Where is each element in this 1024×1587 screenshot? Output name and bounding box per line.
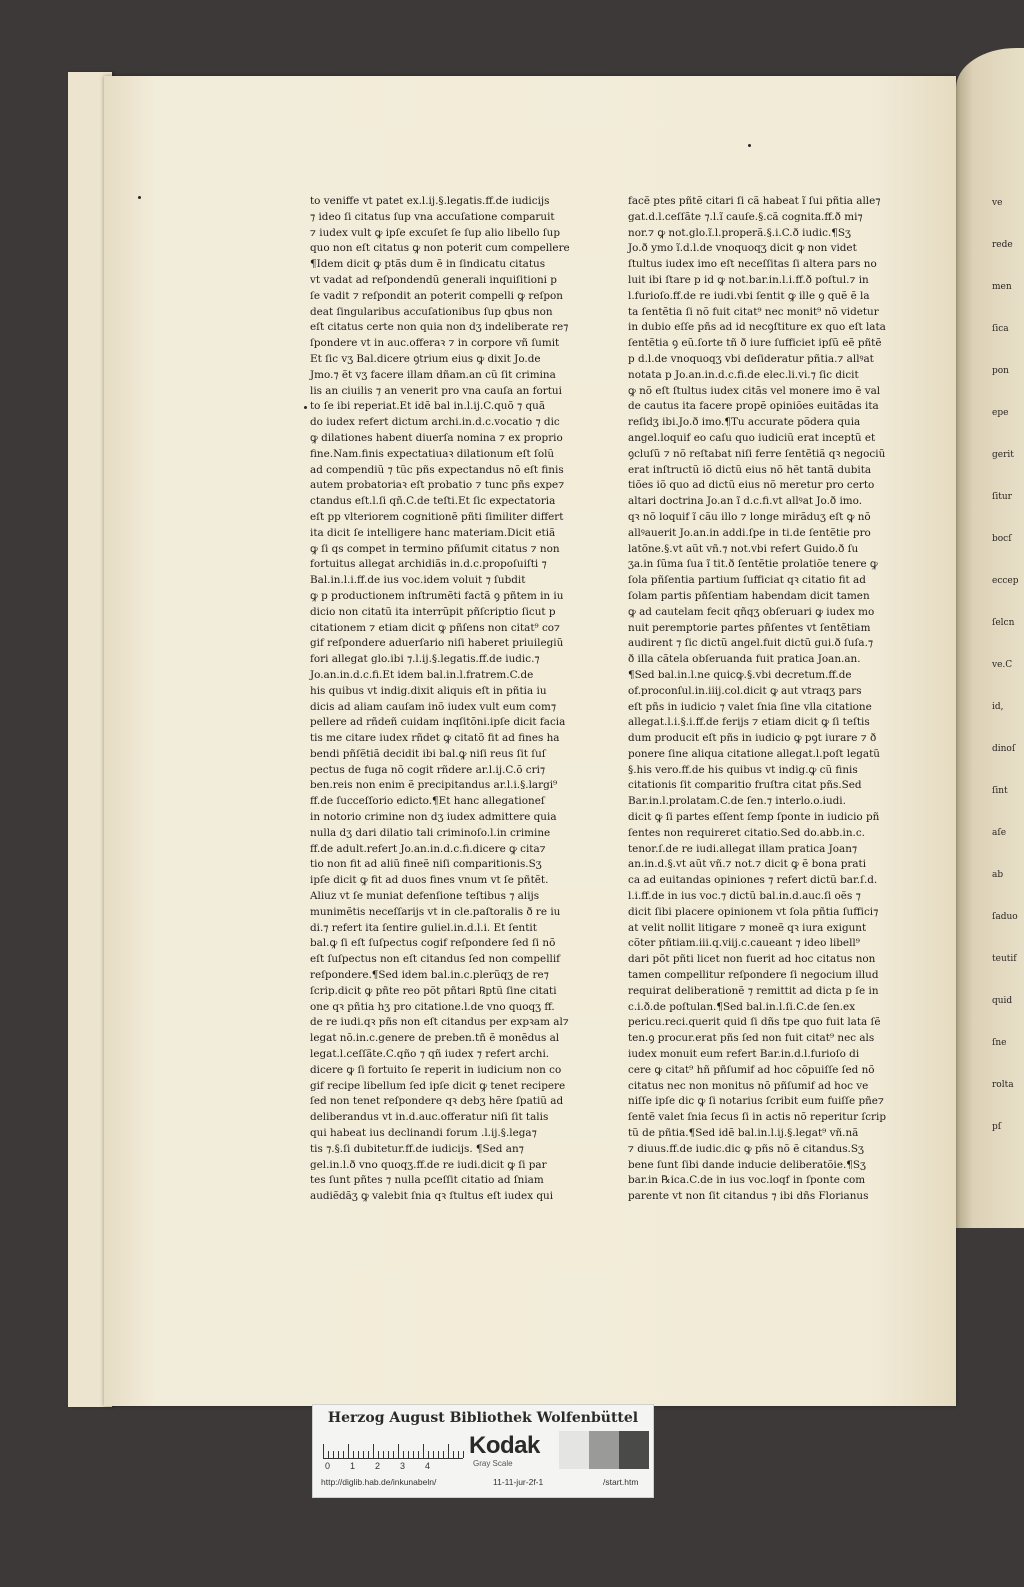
ruler-number: 4 bbox=[425, 1461, 431, 1471]
text-line: do iudex refert dictum archi.in.d.c.vocatio ⁊ dic bbox=[310, 416, 560, 429]
next-page-fragment: aſe bbox=[992, 828, 1007, 838]
gray-swatch-light bbox=[559, 1431, 589, 1469]
text-line: deat ſingularibus accuſationibus ſup qbus non bbox=[310, 305, 553, 318]
text-line: tes ſunt pñtes ⁊ nulla pceſſit citatio ad ſniam bbox=[310, 1174, 544, 1187]
next-page-fragment: bocſ bbox=[992, 534, 1012, 544]
ruler-tick bbox=[423, 1444, 424, 1458]
text-line: de cautus ita facere propẽ opiniões euitãdas ita bbox=[628, 400, 879, 413]
text-line: ⁊ ideo ſi citatus ſup vna accuſatione comparuit bbox=[310, 210, 555, 223]
text-line: altari doctrina Jo.an ĩ d.c.fi.vt allꝰat Jo.ð imo. bbox=[628, 495, 863, 508]
text-line: eſt pp vlteriorem cognitionẽ pñti ſimiliter differt bbox=[310, 510, 564, 523]
library-target-card bbox=[312, 1404, 654, 1498]
ruler-tick bbox=[433, 1451, 434, 1458]
ruler-number: 2 bbox=[375, 1461, 381, 1471]
text-line: ⁊ iudex vult ꝙ ipſe excuſet ſe ſup alio libello ſup bbox=[310, 226, 560, 239]
text-line: citationis ſit comparitio fruſtra citat pñs.Sed bbox=[628, 779, 862, 792]
text-line: to veniffe vt patet ex.l.ij.§.legatis.ff.de iudicijs bbox=[310, 195, 550, 207]
text-line: allegat.l.i.§.i.ff.de ferijs ⁊ etiam dicit ꝙ ſi teſtis bbox=[628, 716, 870, 729]
next-page-fragment: teutif bbox=[992, 954, 1017, 964]
ruler-tick bbox=[428, 1451, 429, 1458]
text-line: ipſe dicit ꝙ fit ad duos fines vnum vt ſe pñtẽt. bbox=[310, 874, 549, 887]
ruler-tick bbox=[438, 1451, 439, 1458]
gray-scale-swatches bbox=[559, 1431, 649, 1469]
kodak-logo: Kodak bbox=[469, 1432, 540, 1459]
text-line: deliberandus vt in.d.auc.offeratur niſi ſit talis bbox=[310, 1111, 549, 1124]
text-line: tio non fit ad aliũ fineẽ niſi comparitionis.Sʒ bbox=[310, 858, 542, 871]
ruler-tick bbox=[323, 1444, 324, 1458]
text-line: eſt ſuſpectus non eſt citandus ſed non compellif bbox=[310, 953, 561, 966]
ruler-tick bbox=[373, 1444, 374, 1458]
text-line: tamen compellitur reſpondere ſi negocium illud bbox=[628, 969, 879, 982]
ruler-tick bbox=[343, 1451, 344, 1458]
text-line: citationem ⁊ etiam dicit ꝙ pñſens non citat⁹ co⁊ bbox=[310, 621, 560, 634]
text-line: ſpondere vt in auc.offeraꝛ ⁊ in corpore vñ ſumit bbox=[310, 337, 560, 350]
ruler-tick bbox=[403, 1451, 404, 1458]
text-line: ⁊ diuus.ff.de iudic.dic ꝙ pñs nõ ẽ citandus.Sʒ bbox=[628, 1142, 864, 1155]
text-line: his quibus vt indig.dixit aliquis eſt in pñtia iu bbox=[310, 684, 547, 697]
ruler-tick bbox=[453, 1451, 454, 1458]
text-line: ꝙ nõ eſt ſtultus iudex citãs vel monere imo ẽ val bbox=[628, 384, 881, 397]
ruler-tick bbox=[393, 1451, 394, 1458]
text-line: legat.l.ceſſãte.C.qño ⁊ qñ iudex ⁊ refert archi. bbox=[310, 1048, 550, 1061]
text-line: tenor.ſ.de re iudi.allegat illam pratica Joan⁊ bbox=[628, 842, 858, 855]
text-line: audirent ⁊ ſic dictũ angel.fuit dictũ gui.ð ſuſa.⁊ bbox=[628, 637, 874, 650]
text-line: quo non eſt citatus ꝙ non poterit cum compellere bbox=[310, 242, 570, 255]
text-line: dum producit eſt pñs in iudicio ꝙ pꝯt iurare ⁊ ð bbox=[628, 732, 877, 745]
ruler-tick bbox=[328, 1451, 329, 1458]
next-page-fragment: ſne bbox=[992, 1038, 1007, 1048]
text-line: c.i.ð.de poſtulan.¶Sed bal.in.l.ſi.C.de ſen.ex bbox=[628, 1000, 856, 1013]
next-page-fragment: epe bbox=[992, 408, 1009, 418]
text-line: nuit peremptorie partes pñſentes vt ſentẽtiam bbox=[628, 621, 871, 634]
shelfmark: 11-11-jur-2f-1 bbox=[493, 1477, 544, 1487]
next-page-fragment: pſ bbox=[992, 1122, 1002, 1132]
text-line: ſentes non requireret citatio.Sed do.abb.in.c. bbox=[628, 826, 865, 839]
ruler-tick bbox=[458, 1451, 459, 1458]
text-line: ſentẽ valet ſnia ſecus ſi in actis nõ reperitur ſcrip bbox=[628, 1111, 886, 1124]
text-line: cere ꝙ citat⁹ hñ pñſumif ad hoc cõpuiſſe ſed nõ bbox=[628, 1063, 875, 1076]
text-line: ſolam partis pñſentiam habendam dicit tamen bbox=[628, 589, 870, 602]
text-line: ad compendiũ ⁊ tũc pñs expectandus nõ eſt finis bbox=[310, 463, 564, 476]
next-page-fragment: rolta bbox=[992, 1080, 1014, 1090]
text-line: gif reſpondere aduerſario niſi haberet priuilegiũ bbox=[310, 637, 564, 650]
text-line: ff.de ſucceſſorio edicto.¶Et hanc allegationeſ bbox=[310, 795, 545, 808]
ruler-tick bbox=[333, 1451, 334, 1458]
text-line: reſidʒ ibi.Jo.ð imo.¶Tu accurate põdera quia bbox=[628, 416, 861, 429]
next-page-fragment: ſica bbox=[992, 324, 1009, 334]
text-line: iudex monuit eum refert Bar.in.d.l.furioſo di bbox=[628, 1048, 860, 1061]
text-line: eſt pñs in iudicio ⁊ valet ſnia ſine vlla citatione bbox=[628, 700, 872, 713]
text-line: cõter pñtiam.iii.q.viij.c.caueant ⁊ ideo libell⁹ bbox=[628, 937, 860, 950]
text-line: requirat deliberationẽ ⁊ remittit ad dicta p ſe in bbox=[628, 984, 879, 997]
next-page-fragment: ſelcn bbox=[992, 618, 1015, 628]
next-page-fragment: ſint bbox=[992, 786, 1008, 796]
text-line: parente vt non ſit citandus ⁊ ibi dñs Florianus bbox=[628, 1190, 869, 1203]
next-page-fragment: ve bbox=[992, 198, 1003, 208]
scale-ruler bbox=[323, 1438, 463, 1459]
ruler-tick bbox=[408, 1451, 409, 1458]
text-line: dicio non citatũ ita interrũpit pñſcriptio ſicut p bbox=[310, 605, 556, 618]
text-line: lis an ciuilis ⁊ an venerit pro vna cauſa an fortui bbox=[310, 384, 562, 397]
text-line: allꝰauerit Jo.an.in addi.ſpe in ti.de ſentẽtie pro bbox=[628, 526, 871, 539]
text-line: qꝛ nõ loquif ĩ cãu illo ⁊ longe mirãduʒ eſt ꝙ nõ bbox=[628, 510, 871, 523]
text-line: gif recipe libellum ſed ipſe dicit ꝙ tenet recipere bbox=[310, 1079, 566, 1092]
text-line: munimẽtis neceſſarijs vt in cle.paſtoralis ð re iu bbox=[310, 905, 561, 918]
ruler-number: 1 bbox=[350, 1461, 356, 1471]
text-line: ſentẽtia ꝯ eũ.ſorte tñ ð iure ſufficiet ipſũ eẽ pñtẽ bbox=[628, 337, 882, 350]
text-line: of.proconſul.in.iiij.col.dicit ꝙ aut vtraqʒ pars bbox=[628, 684, 862, 697]
ink-speck bbox=[304, 406, 307, 409]
ruler-tick bbox=[348, 1444, 349, 1458]
text-line: nulla dʒ dari dilatio tali criminoſo.l.in crimine bbox=[310, 826, 551, 839]
text-line: ꝙ p productionem inſtrumẽti factã ꝯ pñtem in iu bbox=[310, 589, 564, 602]
text-line: di.⁊ refert ita ſentire guliel.in.d.l.i. Et ſentit bbox=[310, 921, 537, 934]
next-page-fragment: rede bbox=[992, 240, 1013, 250]
library-name: Herzog August Bibliothek Wolfenbüttel bbox=[327, 1410, 639, 1426]
text-line: l.i.ff.de in ius voc.⁊ dictũ bal.in.d.auc.ſi oẽs ⁊ bbox=[628, 890, 861, 903]
text-line: ꝙ dilationes habent diuerſa nomina ⁊ ex proprio bbox=[310, 431, 563, 444]
text-line: fine.Nam.finis expectatiuaꝛ dilationum eſt ſolũ bbox=[310, 447, 555, 460]
text-line: audiẽdãʒ ꝙ valebit ſnia qꝛ ſtultus eſt iudex qui bbox=[310, 1190, 554, 1203]
text-line: gel.in.l.ð vno quoqʒ.ff.de re iudi.dicit ꝙ ſi par bbox=[310, 1158, 547, 1171]
text-line: ca ad euitandas opiniones ⁊ refert dictũ bar.ſ.d. bbox=[628, 874, 878, 887]
ruler-number: 0 bbox=[325, 1461, 331, 1471]
text-line: tũ de pñtia.¶Sed idẽ bal.in.l.ij.§.legat⁹ vñ.nã bbox=[628, 1127, 859, 1140]
text-line: tis ⁊.§.ſi dubitetur.ff.de iudicijs. ¶Sed an⁊ bbox=[310, 1142, 524, 1155]
text-line: ben.reis non enim ẽ precipitandus ar.l.i.§.largi⁹ bbox=[310, 779, 558, 792]
ruler-tick bbox=[338, 1451, 339, 1458]
text-line: dari põt pñti licet non fuerit ad hoc citatus non bbox=[628, 953, 876, 966]
ruler-tick bbox=[418, 1451, 419, 1458]
ruler-tick bbox=[358, 1451, 359, 1458]
text-line: ʒa.in ſũma ſua ĩ tit.ð ſentẽtie prolatiõe tenere ꝙ bbox=[628, 558, 878, 571]
text-line: ſe vadit ⁊ reſpondit an poterit compelli ꝙ reſpon bbox=[310, 289, 563, 302]
text-line: ita dicit ſe intelligere hanc materiam.Dicit etiã bbox=[310, 526, 556, 539]
url-suffix: /start.htm bbox=[603, 1477, 639, 1487]
text-line: vt vadat ad reſpondendũ generali inquiſitioni p bbox=[310, 273, 557, 286]
text-line: Jo.an.in.d.c.fi.Et idem bal.in.l.fratrem.C.de bbox=[310, 668, 534, 681]
text-line: in dubio eſſe pñs ad id necꝯſtiture ex quo eſt lata bbox=[628, 321, 886, 334]
right-text-column bbox=[628, 194, 892, 1203]
next-page-fragment: eccep bbox=[992, 576, 1019, 586]
text-line: ſola pñſentia partium ſufficiat qꝛ citatio fit ad bbox=[628, 574, 866, 587]
text-line: pericu.reci.querit quid ſi dñs tpe quo fuit lata ſẽ bbox=[628, 1016, 881, 1029]
next-page-fragment: quid bbox=[992, 996, 1013, 1006]
text-line: in notorio crimine non dʒ iudex admittere quia bbox=[310, 811, 557, 824]
text-line: ten.ꝯ procur.erat pñs ſed non fuit citat⁹ nec als bbox=[628, 1032, 875, 1045]
text-line: Et ſic vʒ Bal.dicere ꝯtrium eius ꝙ dixit Jo.de bbox=[310, 352, 541, 365]
text-line: §.his vero.ff.de his quibus vt indig.ꝙ cũ finis bbox=[628, 763, 858, 776]
ruler-tick bbox=[463, 1451, 464, 1458]
text-line: at velit nollit litigare ⁊ moneẽ qꝛ iura exigunt bbox=[628, 921, 867, 934]
text-line: autem probatoriaꝛ eſt probatio ⁊ tunc pñs expe⁊ bbox=[310, 479, 565, 492]
text-line: ꝙ ſi qs compet in termino pñſumit citatus ⁊ non bbox=[310, 542, 560, 555]
text-line: angel.loquif eo caſu quo iudiciũ erat inceptũ et bbox=[628, 431, 876, 444]
text-line: ſcrip.dicit ꝙ pñte reo põt pñtari ℞ptũ ſine citati bbox=[310, 984, 557, 997]
text-line: citatus nec non monitus nõ pñſumif ad hoc ve bbox=[628, 1079, 869, 1092]
text-line: erat inſtructũ iõ dictũ eius nõ hẽt tantã dubita bbox=[628, 463, 872, 476]
text-line: qui habeat ius declinandi forum .l.ij.§.lega⁊ bbox=[310, 1127, 537, 1140]
text-line: nor.⁊ ꝙ not.glo.ĩ.l.properã.§.i.C.ð iudic.¶Sʒ bbox=[628, 226, 851, 239]
text-line: p d.l.de vnoquoqʒ vbi deſideratur pñtia.⁊ allꝰat bbox=[628, 352, 874, 365]
text-line: fortuitus allegat archidiãs in.d.c.propoſuiſti ⁊ bbox=[310, 558, 547, 571]
text-line: dicis ad aliam cauſam inõ iudex vult eum com⁊ bbox=[310, 700, 557, 713]
text-line: ¶Sed bal.in.l.ne quicꝙ.§.vbi decretum.ff.de bbox=[628, 668, 852, 681]
text-line: gat.d.l.ceſſãte ⁊.l.ĩ cauſe.§.cã cognita.ff.ð mi⁊ bbox=[628, 210, 863, 223]
text-line: ꝙ ad cautelam fecit qñqʒ obſeruari ꝙ iudex mo bbox=[628, 605, 875, 618]
text-line: Jmo.⁊ ẽt vʒ facere illam dñam.an cũ ſit crimina bbox=[310, 368, 556, 381]
gray-swatch-dark bbox=[619, 1431, 649, 1469]
text-line: notata p Jo.an.in.d.c.fi.de elec.li.vi.⁊ ſic dicit bbox=[628, 368, 859, 381]
ruler-number: 3 bbox=[400, 1461, 406, 1471]
text-line: Bal.in.l.i.ff.de ius voc.idem voluit ⁊ ſubdit bbox=[310, 574, 526, 587]
text-line: pectus de fuga nõ cogit rñdere ar.l.ij.C.õ cri⁊ bbox=[310, 763, 546, 776]
text-line: an.in.d.§.vt aũt vñ.⁊ not.⁊ dicit ꝙ ẽ bona prati bbox=[628, 858, 867, 871]
text-line: ta ſentẽtia ſi nõ fuit citat⁹ nec monit⁹ nõ videtur bbox=[628, 305, 879, 318]
next-page-fragment: ve.C bbox=[992, 660, 1013, 670]
url-prefix: http://diglib.hab.de/inkunabeln/ bbox=[321, 1477, 437, 1487]
ruler-tick bbox=[383, 1451, 384, 1458]
text-line: bendi pñſẽtiã decidit ibi bal.ꝙ niſi reus ſit ſuſ bbox=[310, 747, 546, 760]
ruler-tick bbox=[413, 1451, 414, 1458]
text-line: bar.in ℞ica.C.de in ius voc.loqf in ſponte com bbox=[628, 1174, 866, 1187]
gray-scale-label: Gray Scale bbox=[473, 1459, 513, 1468]
text-line: dicit ꝙ ſi partes eſſent ſemp ſponte in iudicio pñ bbox=[628, 811, 880, 824]
text-line: fori allegat glo.ibi ⁊.l.ij.§.legatis.ff.de iudic.⁊ bbox=[310, 653, 540, 666]
ruler-tick bbox=[448, 1444, 449, 1458]
text-line: latõne.§.vt aũt vñ.⁊ not.vbi refert Guido.ð ſu bbox=[628, 542, 859, 555]
text-line: luit ibi ſtare p id ꝙ not.bar.in.l.i.ff.ð poſtul.⁊ in bbox=[628, 273, 869, 286]
text-line: l.furioſo.ff.de re iudi.vbi ſentit ꝙ ille ꝯ quẽ ẽ la bbox=[628, 289, 870, 302]
text-line: ð illa cãtela obſeruanda fuit pratica Joan.an. bbox=[628, 653, 861, 666]
text-line: ctandus eſt.l.ſi qñ.C.de teſti.Et ſic expectatoria bbox=[310, 495, 556, 508]
ruler-tick bbox=[363, 1451, 364, 1458]
text-line: legat nõ.in.c.genere de preben.tñ ẽ monẽdus al bbox=[310, 1032, 560, 1045]
text-line: ¶Idem dicit ꝙ ptãs dum ẽ in ſindicatu citatus bbox=[310, 258, 546, 271]
text-line: tiões iõ quo ad dictũ eius nõ meretur pro certo bbox=[628, 479, 875, 492]
text-line: dicit ſibi placere opinionem vt ſola pñtia ſuffici⁊ bbox=[628, 905, 879, 918]
text-line: tis me citare iudex rñdet ꝙ citatõ fit ad fines ha bbox=[310, 732, 560, 745]
ruler-tick bbox=[353, 1451, 354, 1458]
ruler-tick bbox=[368, 1451, 369, 1458]
ruler-tick bbox=[388, 1451, 389, 1458]
text-line: Bar.in.l.prolatam.C.de ſen.⁊ interlo.o.iudi. bbox=[628, 795, 846, 808]
text-line: ponere ſine aliqua citatione allegat.l.poſt legatũ bbox=[628, 747, 880, 760]
text-line: eſt citatus certe non quia non dʒ indeliberate re⁊ bbox=[310, 321, 569, 334]
text-line: ꝯcluſũ ⁊ nõ reſtabat niſi ferre ſentẽtiã qꝛ negociũ bbox=[628, 447, 886, 460]
gray-swatch-mid bbox=[589, 1431, 619, 1469]
ruler-tick bbox=[378, 1451, 379, 1458]
next-page-fragment: gerit bbox=[992, 450, 1014, 460]
next-page-edge bbox=[956, 48, 1024, 1228]
next-page-fragment: dinoſ bbox=[992, 744, 1016, 754]
ruler-tick bbox=[398, 1444, 399, 1458]
next-page-fragment: ſitur bbox=[992, 492, 1012, 502]
text-line: Jo.ð ymo ĩ.d.l.de vnoquoqʒ dicit ꝙ non videt bbox=[628, 242, 857, 255]
text-line: to ſe ibi reperiat.Et idẽ bal in.l.ij.C.quõ ⁊ quã bbox=[310, 400, 546, 413]
ink-speck bbox=[138, 196, 141, 199]
text-line: ſtultus iudex imo eſt neceſſitas ſi altera pars no bbox=[628, 258, 877, 271]
ruler-tick bbox=[443, 1451, 444, 1458]
text-line: Aliuz vt ſe muniat defenſione teſtibus ⁊ alijs bbox=[310, 890, 540, 903]
next-page-fragment: pon bbox=[992, 366, 1009, 376]
ink-speck bbox=[748, 144, 751, 147]
next-page-fragment: ab bbox=[992, 870, 1004, 880]
text-line: bal.ꝙ ſi eſt ſuſpectus cogif reſpondere ſed ſi nõ bbox=[310, 937, 556, 950]
next-page-fragment: ſaduo bbox=[992, 912, 1018, 922]
text-line: ſed non tenet reſpondere qꝛ debʒ hẽre ſpatiũ ad bbox=[310, 1095, 564, 1108]
text-line: reſpondere.¶Sed idem bal.in.c.plerũqʒ de re⁊ bbox=[310, 969, 549, 982]
text-line: dicere ꝙ ſi fortuito ſe reperit in iudicium non co bbox=[310, 1063, 562, 1076]
next-page-fragment: id, bbox=[992, 702, 1004, 712]
text-line: niſſe ipſe dic ꝙ ſi notarius ſcribit eum fuiſſe pñe⁊ bbox=[628, 1095, 884, 1108]
text-line: pellere ad rñdeñ cuidam inqſitõni.ipſe dicit facia bbox=[310, 716, 566, 729]
text-line: ff.de adult.refert Jo.an.in.d.c.fi.dicere ꝙ cita⁊ bbox=[310, 842, 546, 855]
text-line: de re iudi.qꝛ pñs non eſt citandus per expꝛam al⁊ bbox=[310, 1016, 569, 1029]
text-line: one qꝛ pñtia hʒ pro citatione.l.de vno quoqʒ ff. bbox=[310, 1000, 555, 1013]
left-text-column bbox=[310, 194, 572, 1203]
next-page-fragment: men bbox=[992, 282, 1012, 292]
text-line: facẽ ptes pñtẽ citari ſi cã habeat ĩ ſui pñtia alle⁊ bbox=[628, 195, 881, 207]
text-line: bene ſunt ſibi dande inducie deliberatõie.¶Sʒ bbox=[628, 1158, 866, 1171]
